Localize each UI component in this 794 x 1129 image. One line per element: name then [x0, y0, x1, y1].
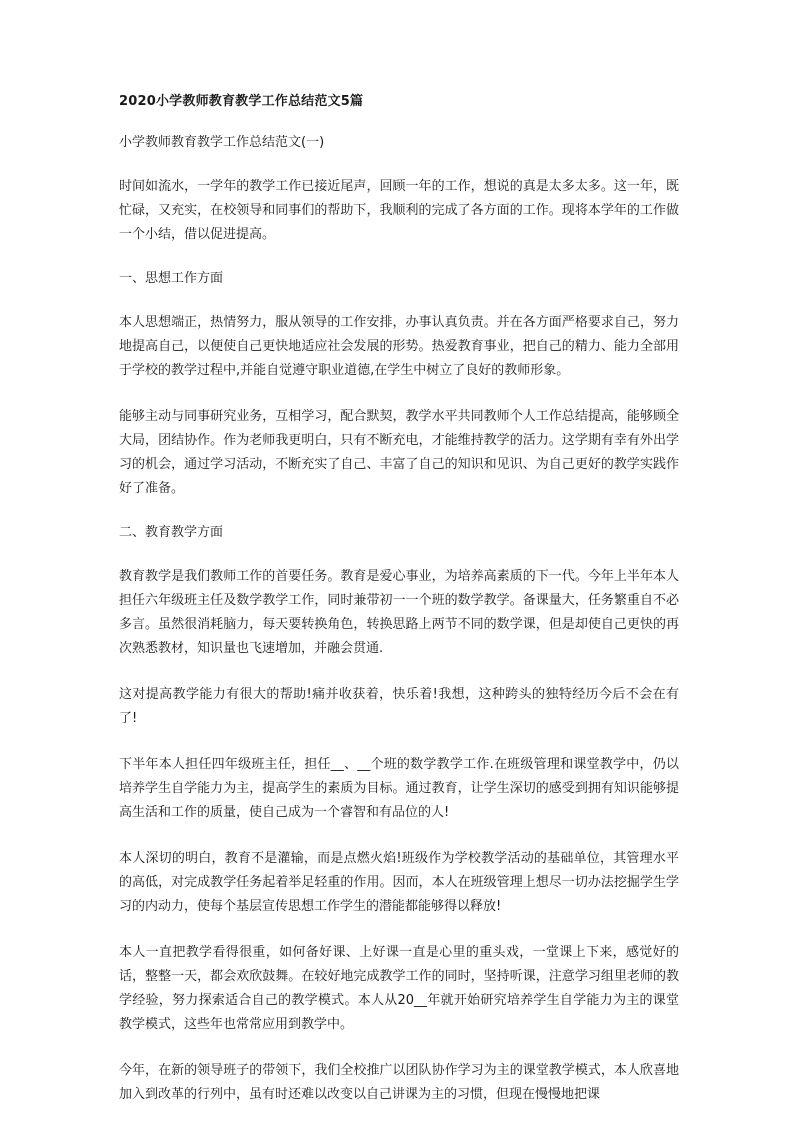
paragraph-cooperation: 能够主动与同事研究业务，互相学习，配合默契，教学水平共同教师个人工作总结提高，能够顾全大局，团结协作。作为老师我更明白，只有不断充电，才能维持教学的活力。这学期有幸有外出学习的机会，通过学习活动，不断充实了自己、丰富了自己的知识和见识、为自己更好的教学实践作好了准备。 [119, 409, 679, 496]
heading-teaching: 二、教育教学方面 [119, 525, 224, 540]
paragraph-reflection: 这对提高教学能力有很大的帮助!痛并收获着，快乐着!我想，这种跨头的独特经历今后不会在有了! [119, 687, 679, 726]
paragraph-intro: 时间如流水，一学年的教学工作已接近尾声，回顾一年的工作，想说的真是太多太多。这一年，既忙碌，又充实，在校领导和同事们的帮助下，我顺利的完成了各方面的工作。现将本学年的工作做一个小结，借以促进提高。 [119, 179, 679, 242]
paragraph-new-model: 今年，在新的领导班子的带领下，我们全校推广以团队协作学习为主的课堂教学模式，本人欣喜地加入到改革的行列中，虽有时还难以改变以自己讲课为主的习惯，但现在慢慢地把课 [119, 1063, 679, 1102]
heading-ideology: 一、思想工作方面 [119, 271, 224, 286]
paragraph-class-management: 本人深切的明白，教育不是灌输，而是点燃火焰!班级作为学校教学活动的基础单位，其管理水平的高低，对完成教学任务起着举足轻重的作用。因而，本人在班级管理上想尽一切办法挖掘学生学习的内动力，使每个基层宣传思想工作学生的潜能都能够得以释放! [119, 851, 679, 914]
paragraph-lesson-prep: 本人一直把教学看得很重，如何备好课、上好课一直是心里的重头戏，一堂课上下来，感觉好的话，整整一天，都会欢欣鼓舞。在较好地完成教学工作的同时，坚持听课，注意学习组里老师的教学经验，努力探索适合自己的教学模式。本人从20__年就开始研究培养学生自学能力为主的课堂教学模式，这些年也常常应用到教学中。 [119, 945, 679, 1032]
document-title: 2020小学教师教育教学工作总结范文5篇 [119, 94, 364, 109]
paragraph-ideology: 本人思想端正，热情努力，服从领导的工作安排，办事认真负责。并在各方面严格要求自己，努力地提高自己，以便使自己更快地适应社会发展的形势。热爱教育事业，把自己的精力、能力全部用于学校的教学过程中,并能自觉遵守职业道德,在学生中树立了良好的教师形象。 [119, 315, 679, 378]
paragraph-teaching-first-half: 教育教学是我们教师工作的首要任务。教育是爱心事业，为培养高素质的下一代。今年上半年本人担任六年级班主任及数学教学工作，同时兼带初一一个班的数学教学。备课量大，任务繁重自不必多言。虽然很消耗脑力，每天要转换角色，转换思路上两节不同的数学课，但是却使自己更快的再次熟悉教材，知识量也飞速增加，并融会贯通. [119, 569, 679, 656]
section-subtitle: 小学教师教育教学工作总结范文(一) [119, 135, 325, 150]
paragraph-second-half: 下半年本人担任四年级班主任，担任__、__个班的数学教学工作.在班级管理和课堂教学中，仍以培养学生自学能力为主，提高学生的素质为目标。通过教育，让学生深切的感受到拥有知识能够提高生活和工作的质量，使自己成为一个睿智和有品位的人! [119, 757, 679, 820]
document-page [119, 92, 679, 1129]
